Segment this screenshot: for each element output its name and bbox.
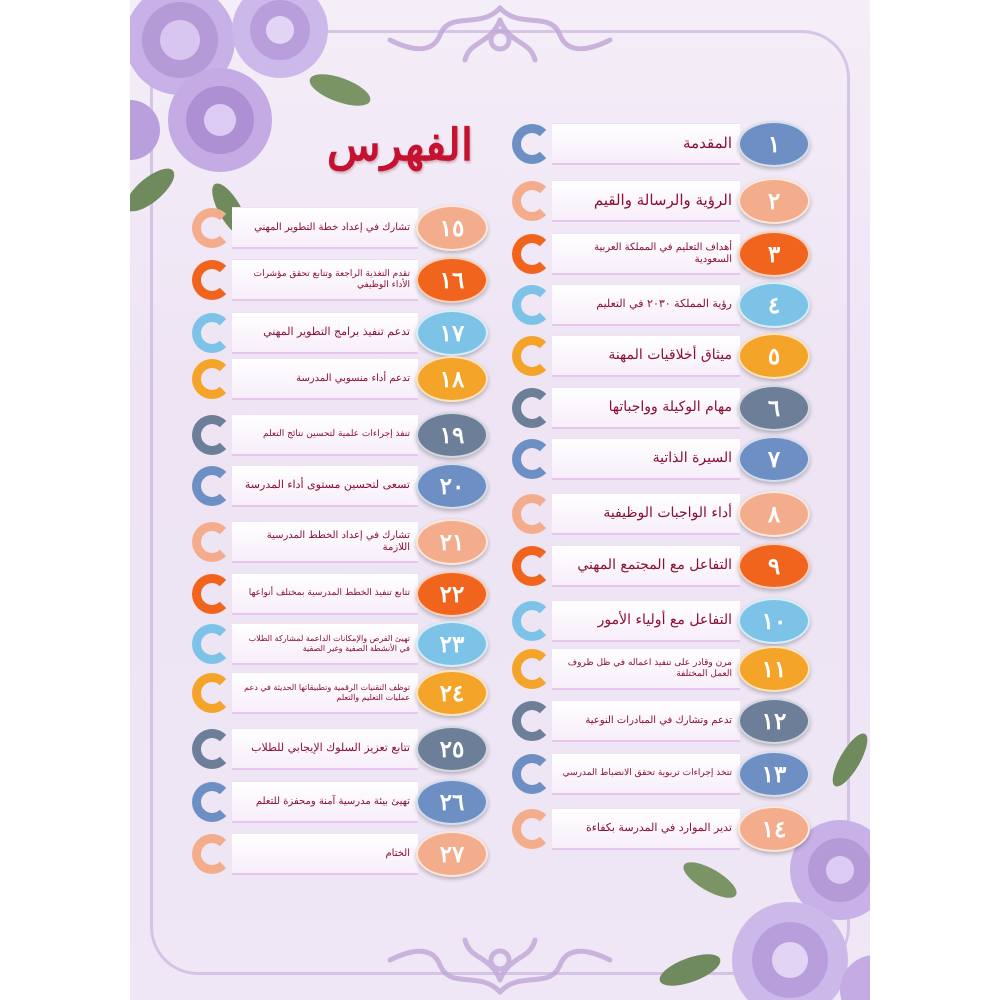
toc-entry-label: ميثاق أخلاقيات المهنة bbox=[608, 347, 732, 364]
hook-icon bbox=[192, 782, 232, 822]
hook-icon bbox=[192, 260, 232, 300]
toc-entry-number: ٤ bbox=[738, 282, 810, 328]
toc-entry-label: تهيئ الفرص والإمكانات الداعمة لمشاركة الطلاب في الأنشطة الصفية وغير الصفية bbox=[248, 634, 410, 653]
toc-entry-label: تتابع تعزيز السلوك الإيجابي للطلاب bbox=[251, 741, 410, 755]
toc-entry-label: الرؤية والرسالة والقيم bbox=[593, 190, 732, 209]
toc-entry-label: تقدم التغذية الراجعة وتتابع تحقق مؤشرات الأداء الوظيفي bbox=[253, 269, 410, 290]
hook-icon bbox=[512, 124, 552, 164]
toc-entry-number: ٢١ bbox=[416, 519, 488, 565]
toc-entry-25[interactable] bbox=[192, 728, 488, 774]
toc-entry-9[interactable] bbox=[512, 545, 810, 591]
toc-entry-number: ١٢ bbox=[738, 698, 810, 744]
toc-entry-number: ١٩ bbox=[416, 412, 488, 458]
toc-entry-26[interactable] bbox=[192, 781, 488, 827]
hook-icon bbox=[192, 466, 232, 506]
hook-icon bbox=[192, 522, 232, 562]
toc-entry-number: ١٦ bbox=[416, 257, 488, 303]
hook-icon bbox=[192, 359, 232, 399]
toc-entry-23[interactable] bbox=[192, 623, 488, 669]
toc-entry-number: ٣ bbox=[738, 231, 810, 277]
toc-entry-label: المقدمة bbox=[683, 133, 732, 152]
toc-entry-number: ٢ bbox=[738, 178, 810, 224]
page-title: الفهرس bbox=[326, 120, 474, 171]
toc-entry-16[interactable] bbox=[192, 259, 488, 305]
hook-icon bbox=[192, 574, 232, 614]
toc-entry-number: ٦ bbox=[738, 385, 810, 431]
toc-entry-19[interactable] bbox=[192, 414, 488, 460]
toc-entry-number: ٥ bbox=[738, 333, 810, 379]
toc-entry-20[interactable] bbox=[192, 465, 488, 511]
toc-entry-17[interactable] bbox=[192, 312, 488, 358]
toc-entry-label: أداء الواجبات الوظيفية bbox=[603, 505, 732, 522]
toc-entry-label: تتخذ إجراءات تربوية تحقق الانضباط المدرسي bbox=[562, 768, 732, 779]
toc-entry-label: التفاعل مع أولياء الأمور bbox=[597, 612, 732, 629]
hook-icon bbox=[512, 701, 552, 741]
toc-entry-label: توظف التقنيات الرقمية وتطبيقاتها الحديثة في دعم عمليات التعليم والتعلم bbox=[244, 683, 410, 702]
toc-entry-number: ٨ bbox=[738, 491, 810, 537]
hook-icon bbox=[512, 601, 552, 641]
toc-entry-number: ١٠ bbox=[738, 598, 810, 644]
toc-entry-4[interactable] bbox=[512, 284, 810, 330]
toc-entry-number: ٢٥ bbox=[416, 726, 488, 772]
toc-entry-3[interactable] bbox=[512, 233, 810, 279]
toc-entry-number: ٧ bbox=[738, 436, 810, 482]
hook-icon bbox=[512, 649, 552, 689]
toc-entry-label: تشارك في إعداد الخطط المدرسية اللازمة bbox=[266, 530, 410, 553]
toc-entry-number: ١٧ bbox=[416, 310, 488, 356]
toc-entry-21[interactable] bbox=[192, 521, 488, 567]
toc-entry-13[interactable] bbox=[512, 753, 810, 799]
toc-entry-label: الختام bbox=[385, 847, 410, 859]
toc-entry-label: تدعم وتشارك في المبادرات النوعية bbox=[585, 714, 732, 726]
hook-icon bbox=[192, 673, 232, 713]
hook-icon bbox=[512, 181, 552, 221]
toc-entry-1[interactable] bbox=[512, 123, 810, 169]
toc-entry-number: ١٣ bbox=[738, 751, 810, 797]
bottom-ornament bbox=[380, 930, 620, 1000]
toc-entry-27[interactable] bbox=[192, 833, 488, 879]
toc-entry-18[interactable] bbox=[192, 358, 488, 404]
toc-entry-11[interactable] bbox=[512, 648, 810, 694]
hook-icon bbox=[512, 439, 552, 479]
hook-icon bbox=[512, 285, 552, 325]
toc-entry-label: مهام الوكيلة وواجباتها bbox=[608, 399, 732, 416]
toc-entry-number: ٢٦ bbox=[416, 779, 488, 825]
hook-icon bbox=[192, 415, 232, 455]
toc-entry-label: تسعى لتحسين مستوى أداء المدرسة bbox=[244, 478, 410, 492]
toc-entry-15[interactable] bbox=[192, 207, 488, 253]
toc-entry-12[interactable] bbox=[512, 700, 810, 746]
toc-entry-8[interactable] bbox=[512, 493, 810, 539]
toc-entry-number: ٢٢ bbox=[416, 571, 488, 617]
toc-entry-number: ١٤ bbox=[738, 806, 810, 852]
toc-entry-label: رؤية المملكة ٢٠٣٠ في التعليم bbox=[596, 297, 732, 311]
hook-icon bbox=[192, 834, 232, 874]
top-ornament bbox=[380, 0, 620, 70]
hook-icon bbox=[512, 494, 552, 534]
hook-icon bbox=[192, 208, 232, 248]
toc-entry-24[interactable] bbox=[192, 672, 488, 718]
toc-entry-6[interactable] bbox=[512, 387, 810, 433]
toc-entry-10[interactable] bbox=[512, 600, 810, 646]
hook-icon bbox=[512, 809, 552, 849]
toc-entry-number: ٢٤ bbox=[416, 670, 488, 716]
toc-entry-label: تهيئ بيئة مدرسية آمنة ومحفزة للتعلم bbox=[255, 795, 410, 807]
toc-entry-label: تشارك في إعداد خطة التطوير المهني bbox=[254, 221, 410, 233]
toc-entry-number: ٢٣ bbox=[416, 621, 488, 667]
toc-entry-2[interactable] bbox=[512, 180, 810, 226]
toc-entry-label: تدير الموارد في المدرسة بكفاءة bbox=[585, 821, 732, 835]
toc-entry-number: ١١ bbox=[738, 646, 810, 692]
toc-entry-label: تنفذ إجراءات علمية لتحسين نتائج التعلم bbox=[262, 429, 410, 440]
toc-entry-number: ١٥ bbox=[416, 205, 488, 251]
hook-icon bbox=[512, 234, 552, 274]
hook-icon bbox=[192, 729, 232, 769]
toc-entry-number: ٩ bbox=[738, 543, 810, 589]
toc-entry-number: ١٨ bbox=[416, 356, 488, 402]
toc-entry-label: تدعم أداء منسوبي المدرسة bbox=[296, 372, 410, 384]
hook-icon bbox=[512, 546, 552, 586]
toc-entry-label: تدعم تنفيذ برامج التطوير المهني bbox=[263, 325, 410, 339]
toc-entry-label: مرن وقادر على تنفيذ اعماله في ظل ظروف العمل المختلفة bbox=[567, 658, 732, 679]
toc-entry-7[interactable] bbox=[512, 438, 810, 484]
hook-icon bbox=[192, 624, 232, 664]
toc-entry-22[interactable] bbox=[192, 573, 488, 619]
toc-entry-5[interactable] bbox=[512, 335, 810, 381]
toc-entry-number: ٢٠ bbox=[416, 463, 488, 509]
toc-entry-label: التفاعل مع المجتمع المهني bbox=[577, 557, 732, 574]
toc-entry-number: ٢٧ bbox=[416, 831, 488, 877]
hook-icon bbox=[512, 754, 552, 794]
toc-entry-number: ١ bbox=[738, 121, 810, 167]
toc-entry-14[interactable] bbox=[512, 808, 810, 854]
toc-entry-label: السيرة الذاتية bbox=[652, 450, 732, 467]
toc-entry-label: تتابع تنفيذ الخطط المدرسية بمختلف أنواعها bbox=[248, 588, 410, 599]
index-page bbox=[130, 0, 870, 1000]
hook-icon bbox=[512, 388, 552, 428]
hook-icon bbox=[192, 313, 232, 353]
hook-icon bbox=[512, 336, 552, 376]
toc-entry-label: أهداف التعليم في المملكة العربية السعودية bbox=[594, 242, 732, 265]
